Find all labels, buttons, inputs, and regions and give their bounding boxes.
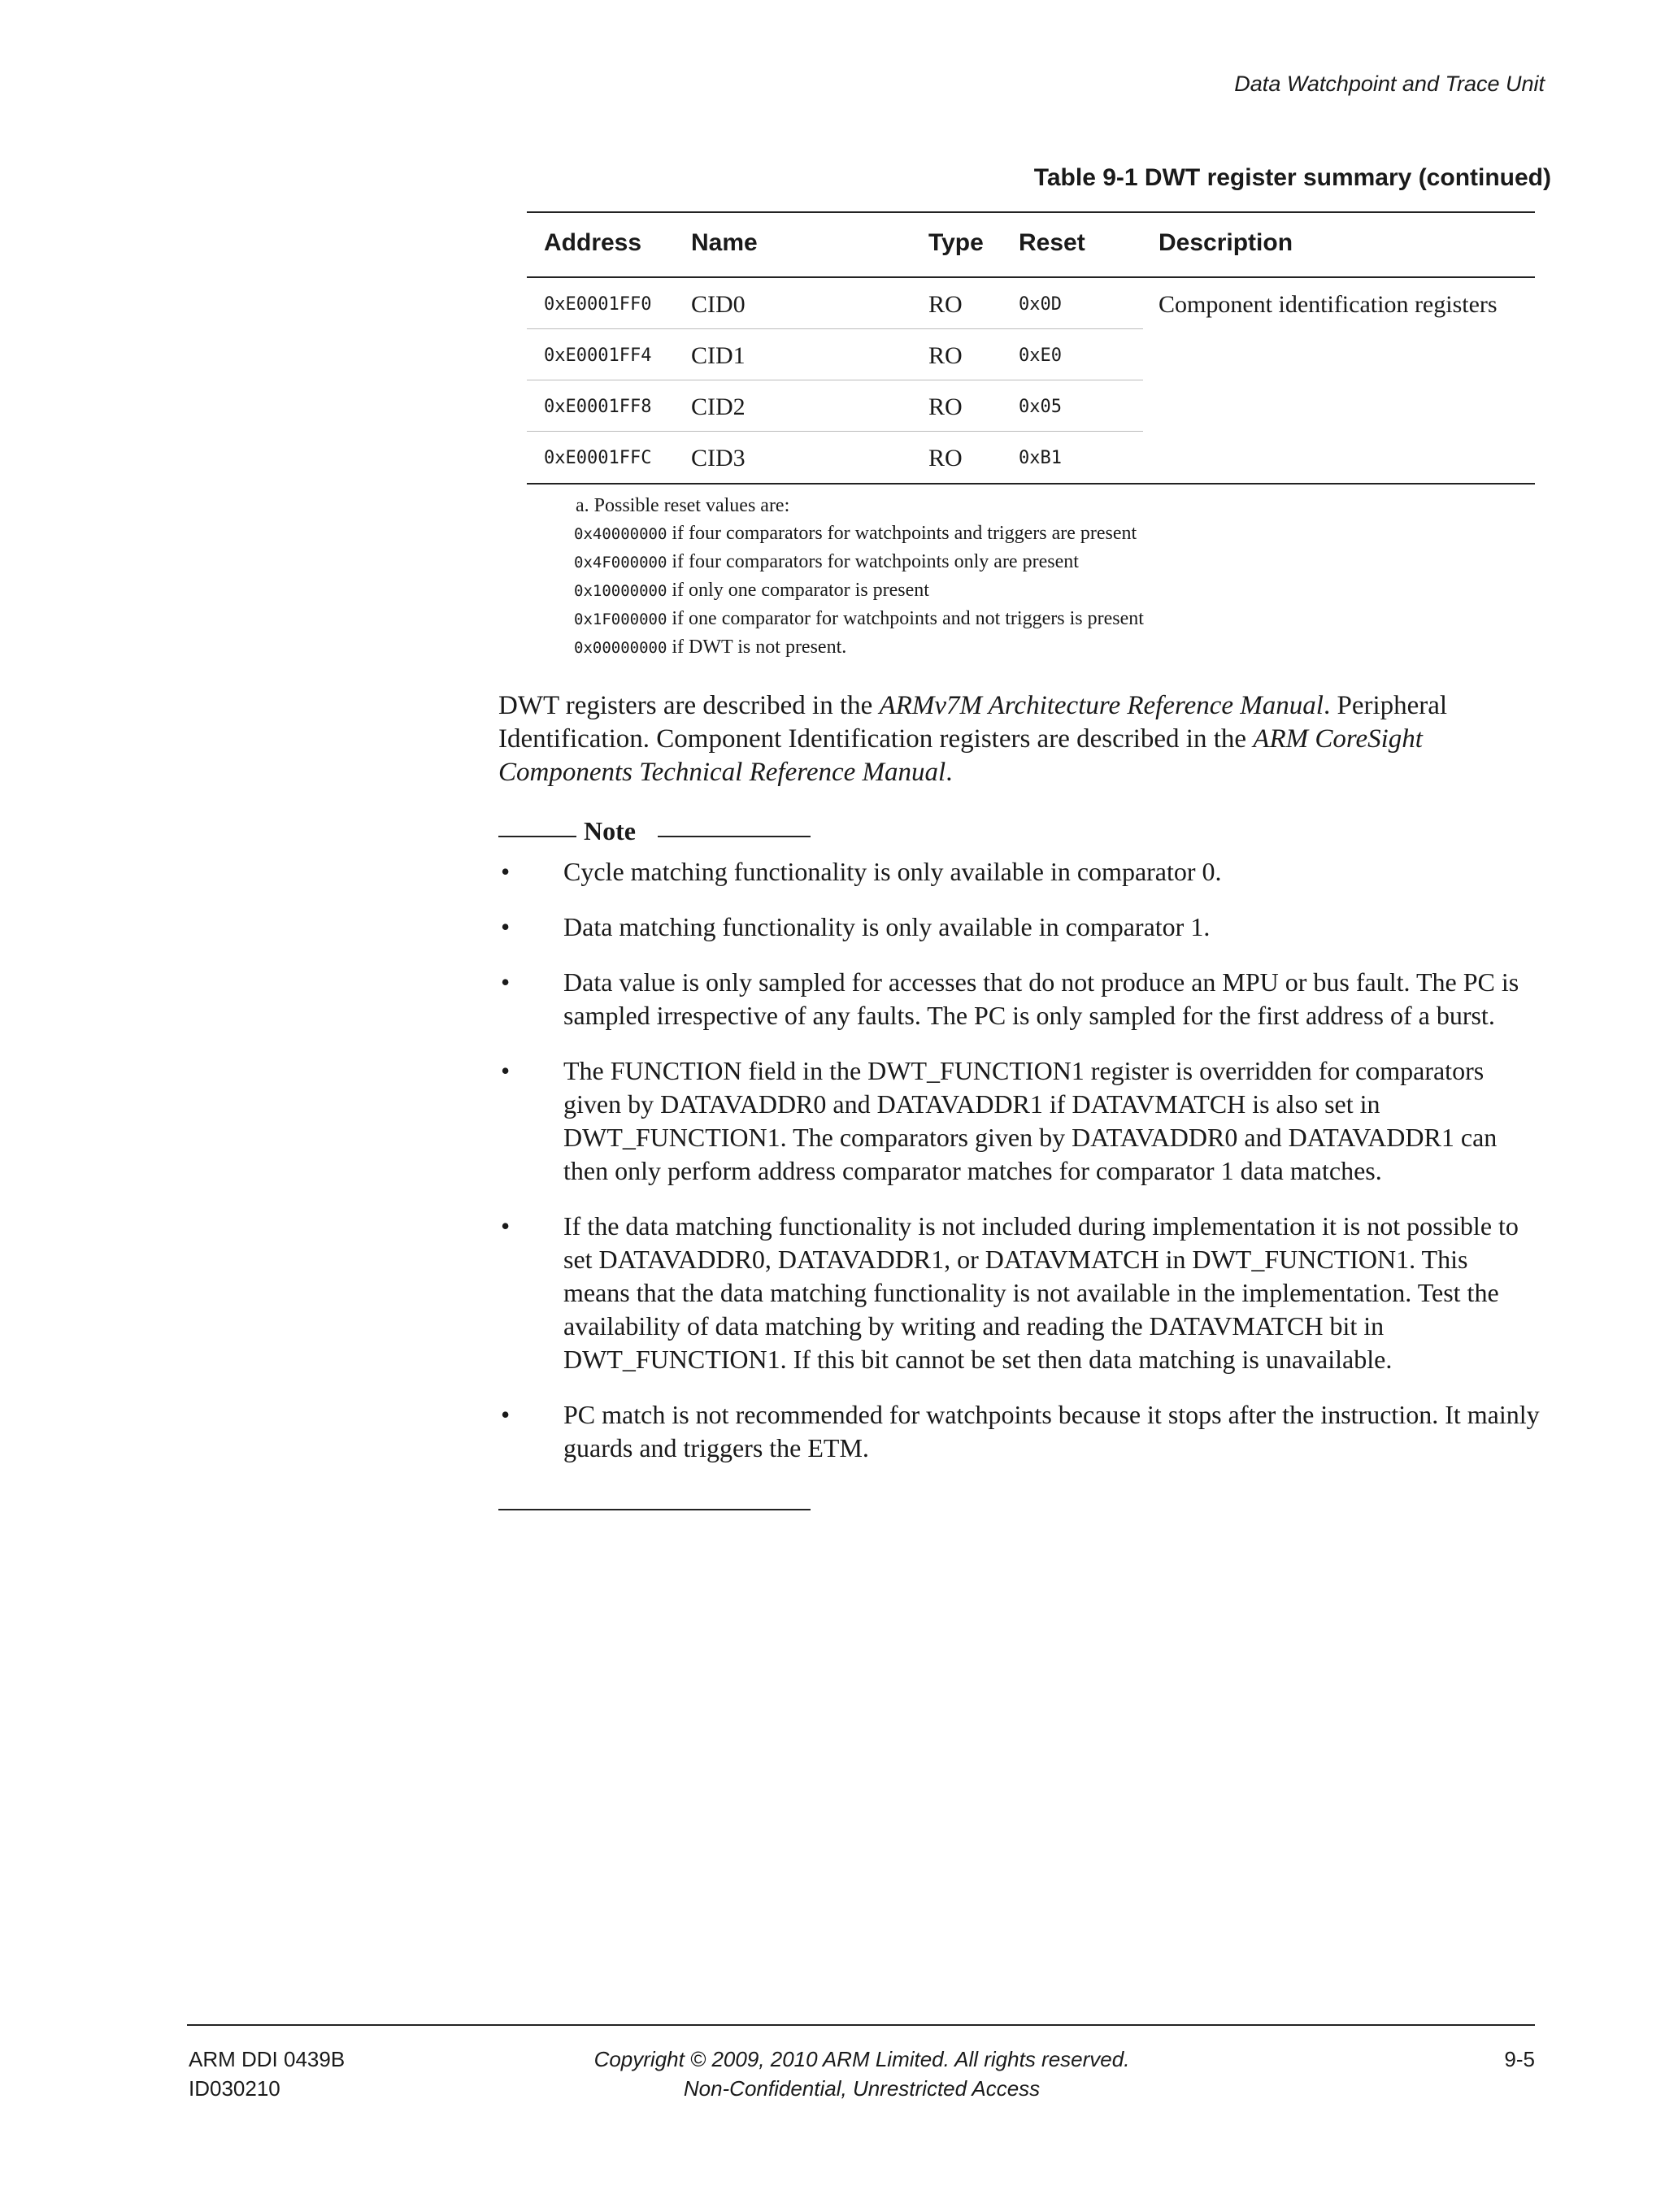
note-end-rule xyxy=(498,1509,811,1510)
footnote-text: if one comparator for watchpoints and not triggers is present xyxy=(667,608,1144,629)
footnote-text: if four comparators for watchpoints and triggers are present xyxy=(667,523,1137,544)
note-item-text: Cycle matching functionality is only available in comparator 0. xyxy=(563,857,1222,886)
footnote-value: 0x4F000000 xyxy=(574,554,667,571)
table-row xyxy=(527,329,1535,380)
reference-title-armv7m: ARMv7M Architecture Reference Manual xyxy=(879,691,1324,720)
table-row xyxy=(527,432,1535,483)
note-item xyxy=(498,1054,1541,1188)
bullet: • xyxy=(501,912,511,941)
footnote-text: if DWT is not present. xyxy=(667,637,847,658)
bullet: • xyxy=(501,857,511,886)
cell-type: RO xyxy=(928,445,963,472)
footnote-item xyxy=(574,605,1144,633)
note-item-text: The FUNCTION field in the DWT_FUNCTION1 register is overridden for comparators given by DATAVADDR0 and DATAVADDR1 if DATAVMATCH is also set in DWT_FUNCTION1. The comparators given by DATAVADDR0 and DATAVADDR1 can then only perform address comparator matches for comparator 1 data matches. xyxy=(563,1056,1498,1185)
footnote-item xyxy=(574,519,1144,548)
table-footnote xyxy=(574,492,1144,662)
footnote-item xyxy=(574,576,1144,605)
footnote-title: a. Possible reset values are: xyxy=(576,495,790,516)
table-bottom-rule xyxy=(527,483,1535,485)
bullet: • xyxy=(501,1211,511,1241)
note-list xyxy=(498,855,1541,1487)
paragraph-text: DWT registers are described in the xyxy=(498,691,880,720)
footnote-value: 0x1F000000 xyxy=(574,611,667,628)
footer-rule xyxy=(187,2024,1535,2026)
note-item-text: Data matching functionality is only available in comparator 1. xyxy=(563,912,1211,941)
column-header-reset: Reset xyxy=(1019,229,1085,256)
note-item-text: Data value is only sampled for accesses that do not produce an MPU or bus fault. The PC is sampled irrespective of any faults. The PC is only sampled for the first address of a burst. xyxy=(563,967,1519,1030)
note-item xyxy=(498,966,1541,1032)
footnote-value: 0x00000000 xyxy=(574,639,667,657)
note-rule-left xyxy=(498,836,576,837)
table-caption: Table 9-1 DWT register summary (continued) xyxy=(1033,164,1551,191)
note-item-text: If the data matching functionality is not included during implementation it is not possible to set DATAVADDR0, DATAVADDR1, or DATAVMATCH in DWT_FUNCTION1. This means that the data matching functionality is not available in the implementation. Test the availability of data matching by writing and reading the DATAVMATCH bit in DWT_FUNCTION1. If this bit cannot be set then data matching is unavailable. xyxy=(563,1211,1519,1374)
cell-name: CID2 xyxy=(691,393,746,420)
cell-reset: 0xE0 xyxy=(1019,345,1062,366)
cell-address: 0xE0001FF8 xyxy=(544,397,652,417)
cell-type: RO xyxy=(928,393,963,420)
note-item xyxy=(498,1210,1541,1376)
footer-doc-id: ARM DDI 0439B xyxy=(189,2047,346,2071)
bullet: • xyxy=(501,1400,511,1429)
footnote-text: if only one comparator is present xyxy=(667,580,929,601)
footer-legal xyxy=(0,2045,1665,2103)
cell-reset: 0x0D xyxy=(1019,294,1062,315)
column-header-name: Name xyxy=(691,229,758,256)
column-header-type: Type xyxy=(928,229,984,256)
paragraph-text: . Peripheral Identification. Component Identification registers are described in the xyxy=(498,691,1448,754)
table-row xyxy=(527,380,1535,432)
note-label: Note xyxy=(584,816,636,845)
footer-copyright: Copyright © 2009, 2010 ARM Limited. All rights reserved. xyxy=(593,2047,1130,2071)
table-row xyxy=(527,278,1535,329)
cell-address: 0xE0001FF4 xyxy=(544,345,652,366)
column-header-address: Address xyxy=(544,229,642,256)
footnote-value: 0x40000000 xyxy=(574,525,667,543)
paragraph-text: . xyxy=(946,758,953,787)
note-item-text: PC match is not recommended for watchpoints because it stops after the instruction. It mainly guards and triggers the ETM. xyxy=(563,1400,1540,1462)
register-table xyxy=(527,211,1535,485)
column-header-description: Description xyxy=(1159,229,1293,256)
cell-address: 0xE0001FF0 xyxy=(544,294,652,315)
footnote-text: if four comparators for watchpoints only are present xyxy=(667,551,1079,572)
cell-type: RO xyxy=(928,291,963,318)
bullet: • xyxy=(501,967,511,997)
footnote-item xyxy=(574,633,1144,662)
cell-reset: 0x05 xyxy=(1019,397,1062,417)
footnote-item xyxy=(574,548,1144,576)
cell-name: CID3 xyxy=(691,445,746,472)
bullet: • xyxy=(501,1056,511,1085)
note-item xyxy=(498,1398,1541,1465)
cell-type: RO xyxy=(928,342,963,369)
footer-page-number: 9-5 xyxy=(1504,2047,1535,2071)
cell-address: 0xE0001FFC xyxy=(544,448,652,468)
cell-name: CID0 xyxy=(691,291,746,318)
note-item xyxy=(498,855,1541,889)
note-item xyxy=(498,910,1541,944)
body-paragraph xyxy=(498,689,1539,789)
reference-title-coresight: ARM CoreSight Components Technical Reference Manual xyxy=(498,724,1423,787)
note-heading xyxy=(498,816,811,852)
table-header-row xyxy=(527,213,1535,276)
cell-description: Component identification registers xyxy=(1159,291,1498,318)
note-rule-right xyxy=(658,836,811,837)
footer-doc-rev: ID030210 xyxy=(189,2076,280,2101)
cell-reset: 0xB1 xyxy=(1019,448,1062,468)
footnote-value: 0x10000000 xyxy=(574,582,667,600)
cell-name: CID1 xyxy=(691,342,746,369)
running-header: Data Watchpoint and Trace Unit xyxy=(1234,72,1545,96)
footer-access: Non-Confidential, Unrestricted Access xyxy=(683,2076,1041,2101)
